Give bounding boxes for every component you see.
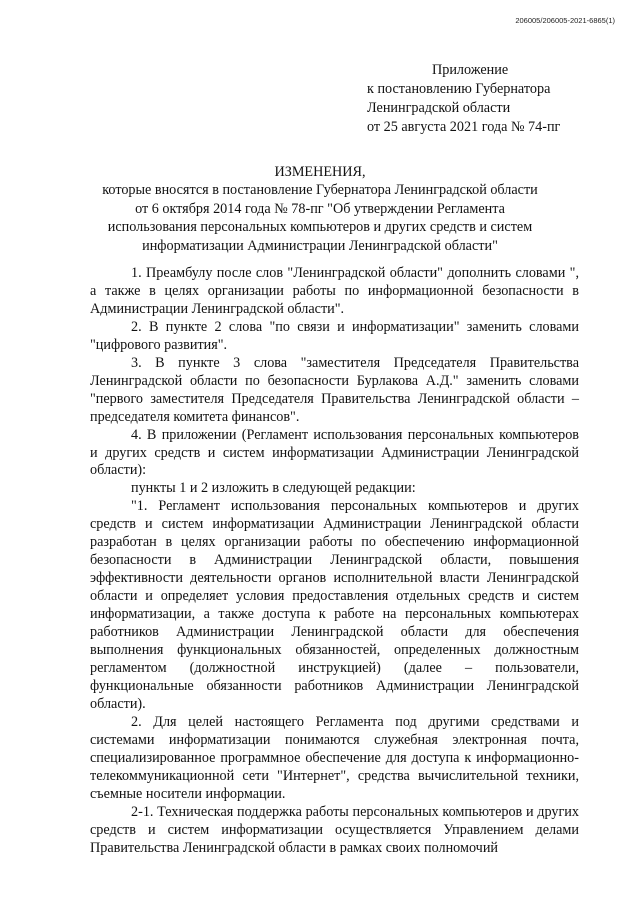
body-paragraph: 2-1. Техническая поддержка работы персональных компьютеров и других средств и систем информатизации осуществляется Управлением делами Правительства Ленинградской области в рамках своих полномочий bbox=[90, 803, 579, 856]
body-paragraph: 2. В пункте 2 слова "по связи и информатизации" заменить словами "цифрового развития". bbox=[90, 318, 579, 353]
appendix-line: Ленинградской области bbox=[367, 100, 511, 116]
document-title bbox=[60, 163, 580, 255]
title-line: использования персональных компьютеров и других средств и систем bbox=[107, 219, 533, 236]
body-paragraph: 3. В пункте 3 слова "заместителя Председателя Правительства Ленинградской области по безопасности Бурлакова А.Д." заменить словами "первого заместителя Председателя Правительства Ленинградской области – председателя комитета финансов". bbox=[90, 354, 579, 425]
appendix-block bbox=[367, 61, 560, 137]
title-heading: ИЗМЕНЕНИЯ, bbox=[274, 164, 366, 180]
body-paragraph: 1. Преамбулу после слов "Ленинградской области" дополнить словами ", а также в целях организации работы по информационной безопасности в Администрации Ленинградской области". bbox=[90, 265, 579, 317]
appendix-line: Приложение bbox=[432, 62, 509, 78]
body-paragraph: 4. В приложении (Регламент использования персональных компьютеров и других средств и систем информатизации Администрации Ленинградской области): bbox=[90, 426, 579, 479]
body-paragraph: пункты 1 и 2 изложить в следующей редакции: bbox=[131, 480, 416, 497]
body-paragraph: "1. Регламент использования персональных компьютеров и других средств и систем информатизации Администрации Ленинградской области разработан в целях организации работы по обеспечению информационной безопасности в Администрации Ленинградской области, повышения эффективности деятельности органов исполнительной власти Ленинградской области и определяет условия предоставления отдельных средств и систем информатизации, а также доступа к работе на персональных компьютерах работников Администрации Ленинградской области для обеспечения выполнения функциональных обязанностей, определенных должностным регламентом (должностной инструкцией) (далее – пользователи, функциональные обязанности работников Администрации Ленинградской области). bbox=[90, 498, 579, 712]
appendix-line: от 25 августа 2021 года № 74-пг bbox=[367, 119, 561, 135]
body-paragraph: 2. Для целей настоящего Регламента под другими средствами и системами информатизации понимаются служебная электронная почта, специализированное программное обеспечение для доступа к информационно-телекоммуникационной сети "Интернет", средства вычислительной техники, съемные носители информации. bbox=[90, 713, 579, 802]
title-line: которые вносятся в постановление Губернатора Ленинградской области bbox=[102, 182, 538, 199]
title-line: от 6 октября 2014 года № 78-пг "Об утверждении Регламента bbox=[135, 200, 505, 217]
document-id: 206005/206005-2021-6865(1) bbox=[515, 16, 615, 25]
appendix-line: к постановлению Губернатора bbox=[367, 81, 551, 97]
title-line: информатизации Администрации Ленинградской области" bbox=[142, 237, 498, 254]
document-body bbox=[90, 265, 579, 857]
